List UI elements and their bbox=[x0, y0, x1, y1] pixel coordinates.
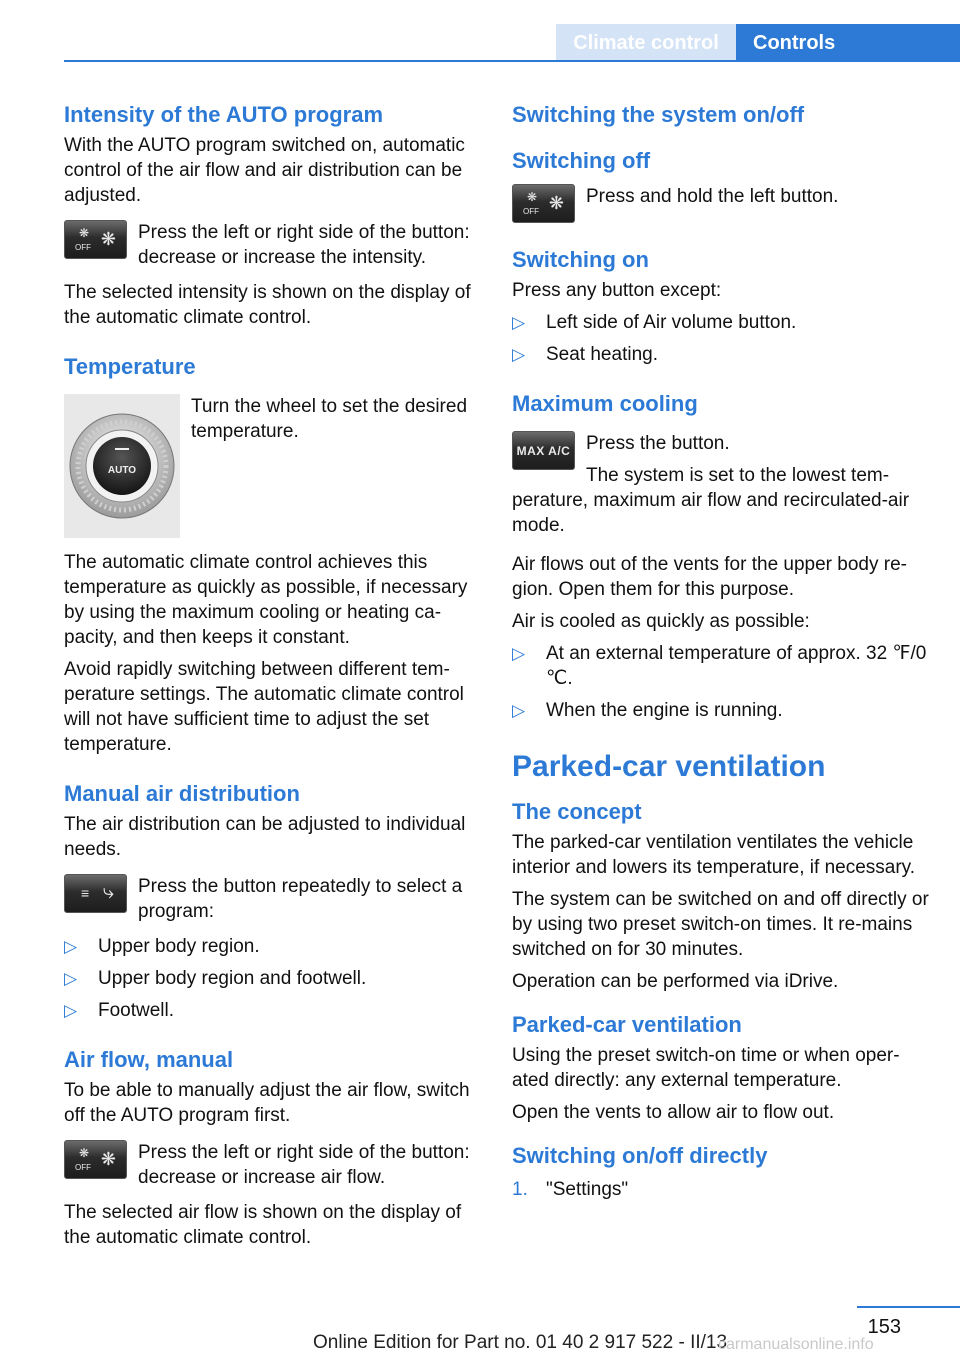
heading-airflow: Air flow, manual bbox=[64, 1047, 234, 1072]
triangle-bullet-icon: ▷ bbox=[64, 1001, 78, 1020]
header-section-tab: Climate control bbox=[556, 24, 736, 60]
section-temperature bbox=[64, 352, 481, 757]
list-item: ▷ Seat heating. bbox=[512, 344, 658, 365]
footer-edition: Online Edition for Part no. 01 40 2 917 522 - II/13 bbox=[313, 1332, 728, 1353]
heading-switching-on: Switching on bbox=[512, 247, 649, 272]
airflow-button-image bbox=[64, 220, 127, 270]
figure-airflow bbox=[64, 1140, 481, 1190]
airflow-intro: To be able to manually adjust the air flow, switch off the AUTO program first. bbox=[64, 1080, 470, 1126]
figure-temperature bbox=[64, 394, 481, 540]
figure-switching-off bbox=[512, 184, 930, 223]
temperature-knob-image bbox=[64, 394, 180, 538]
distribution-intro: The air distribution can be adjusted to individual needs. bbox=[64, 814, 466, 860]
list-item: ▷ When the engine is running. bbox=[512, 700, 783, 721]
list-item: ▷ Upper body region and footwell. bbox=[64, 968, 367, 989]
intensity-after: The selected intensity is shown on the display of the automatic climate control. bbox=[64, 282, 471, 328]
triangle-bullet-icon: ▷ bbox=[64, 969, 78, 988]
header-chapter-tab: Controls bbox=[736, 24, 960, 60]
heading-switching-off: Switching off bbox=[512, 148, 651, 173]
section-intensity bbox=[64, 100, 481, 330]
heading-maxcool: Maximum cooling bbox=[512, 391, 698, 416]
airflow-after: The selected air flow is shown on the display of the automatic climate control. bbox=[64, 1202, 462, 1248]
heading-parked-title: Parked-car ventilation bbox=[512, 750, 826, 783]
right-column bbox=[512, 100, 930, 1202]
heading-distribution: Manual air distribution bbox=[64, 781, 300, 806]
list-item: ▷ Left side of Air volume button. bbox=[512, 312, 797, 333]
watermark: carmanualsonline.info bbox=[718, 1336, 874, 1353]
temperature-p1: The automatic climate control achieves this temperature as quickly as possible, if necessary by using the maximum cooling or heating ca‐pacity, and then keeps it constant. bbox=[64, 552, 468, 648]
fan-small-icon: ❋ bbox=[79, 1146, 90, 1160]
maxcool-list bbox=[512, 641, 930, 723]
intensity-intro: With the AUTO program switched on, automatic control of the air flow and air distribution can be adjusted. bbox=[64, 135, 465, 206]
section-onoff bbox=[512, 100, 930, 367]
concept-p1: The parked-car ventilation ventilates the vehicle interior and lowers its temperature, if necessary. bbox=[512, 832, 916, 878]
temperature-wheel-icon bbox=[67, 411, 177, 521]
figure-distribution bbox=[64, 874, 481, 924]
concept-p2: The system can be switched on and off directly or by using two preset switch-on times. It re‐mains switched on for 30 minutes. bbox=[512, 889, 929, 960]
page-number: 153 bbox=[867, 1316, 901, 1338]
distribution-figure-text: Press the button repeatedly to select a program: bbox=[138, 876, 463, 922]
max-ac-button-image bbox=[512, 431, 575, 470]
fan-large-icon: ❋ bbox=[100, 1149, 116, 1169]
seat-occupant-icon: ⤷ bbox=[102, 881, 114, 903]
left-column bbox=[64, 100, 481, 1257]
vent-p2: Open the vents to allow air to flow out. bbox=[512, 1102, 835, 1123]
intensity-figure-text: Press the left or right side of the button: decrease or increase the intensity. bbox=[138, 222, 470, 268]
maxcool-p2: Air is cooled as quickly as possible: bbox=[512, 611, 810, 632]
off-label: OFF bbox=[75, 1163, 91, 1172]
switching-on-intro: Press any button except: bbox=[512, 280, 722, 301]
airflow-button-image bbox=[512, 184, 575, 223]
figure-maxcool bbox=[512, 431, 930, 538]
maxcool-p1: Air flows out of the vents for the upper body re‐gion. Open them for this purpose. bbox=[512, 554, 907, 600]
fan-large-icon: ❋ bbox=[100, 229, 116, 249]
off-label: OFF bbox=[75, 243, 91, 252]
heading-parked-ventilation: Parked-car ventilation bbox=[512, 1012, 742, 1037]
temperature-figure-text: Turn the wheel to set the desired temperature. bbox=[191, 396, 468, 442]
heading-concept: The concept bbox=[512, 799, 642, 824]
vent-p1: Using the preset switch-on time or when oper‐ated directly: any external temperature. bbox=[512, 1045, 900, 1091]
max-ac-label: MAX A/C bbox=[512, 431, 575, 470]
switching-on-list bbox=[512, 310, 930, 367]
triangle-bullet-icon: ▷ bbox=[512, 345, 526, 364]
maxcool-line1: Press the button. bbox=[586, 433, 730, 454]
off-label: OFF bbox=[523, 207, 539, 216]
airflow-button-image bbox=[64, 1140, 127, 1190]
list-item: ▷ Footwell. bbox=[64, 1000, 175, 1021]
heading-intensity: Intensity of the AUTO program bbox=[64, 102, 384, 127]
step-number: 1. bbox=[512, 1179, 528, 1200]
distribution-list bbox=[64, 934, 481, 1023]
direct-steps bbox=[512, 1177, 930, 1202]
list-item: ▷ Upper body region. bbox=[64, 936, 260, 957]
list-item: ▷ At an external temperature of approx. 32 ℉/0 ℃. bbox=[512, 643, 927, 689]
switching-off-text: Press and hold the left button. bbox=[586, 186, 839, 207]
airflow-arrows-icon: ≡ bbox=[81, 885, 90, 901]
footer-rule bbox=[857, 1306, 960, 1308]
triangle-bullet-icon: ▷ bbox=[512, 644, 526, 663]
section-maxcool bbox=[512, 389, 930, 723]
heading-temperature: Temperature bbox=[64, 354, 196, 379]
distribution-button-image bbox=[64, 874, 127, 924]
section-distribution bbox=[64, 779, 481, 1023]
fan-small-icon: ❋ bbox=[79, 226, 90, 240]
knob-auto-label: AUTO bbox=[107, 465, 137, 476]
triangle-bullet-icon: ▷ bbox=[64, 937, 78, 956]
fan-small-icon: ❋ bbox=[527, 190, 538, 204]
heading-switching-directly: Switching on/off directly bbox=[512, 1143, 768, 1168]
triangle-bullet-icon: ▷ bbox=[512, 313, 526, 332]
header-rule bbox=[64, 60, 960, 62]
section-airflow bbox=[64, 1045, 481, 1250]
fan-large-icon: ❋ bbox=[548, 193, 564, 213]
airflow-figure-text: Press the left or right side of the button: decrease or increase air flow. bbox=[138, 1142, 470, 1188]
section-parked bbox=[512, 749, 930, 1202]
figure-intensity bbox=[64, 220, 481, 270]
heading-onoff: Switching the system on/off bbox=[512, 102, 805, 127]
list-item: 1. "Settings" bbox=[512, 1179, 629, 1200]
maxcool-line2: The system is set to the lowest tem‐perature, maximum air flow and recirculated-air mode. bbox=[512, 465, 910, 536]
triangle-bullet-icon: ▷ bbox=[512, 701, 526, 720]
temperature-p2: Avoid rapidly switching between different tem‐perature settings. The automatic climate control will not have sufficient time to adjust the set temperature. bbox=[64, 659, 464, 755]
concept-p3: Operation can be performed via iDrive. bbox=[512, 971, 839, 992]
